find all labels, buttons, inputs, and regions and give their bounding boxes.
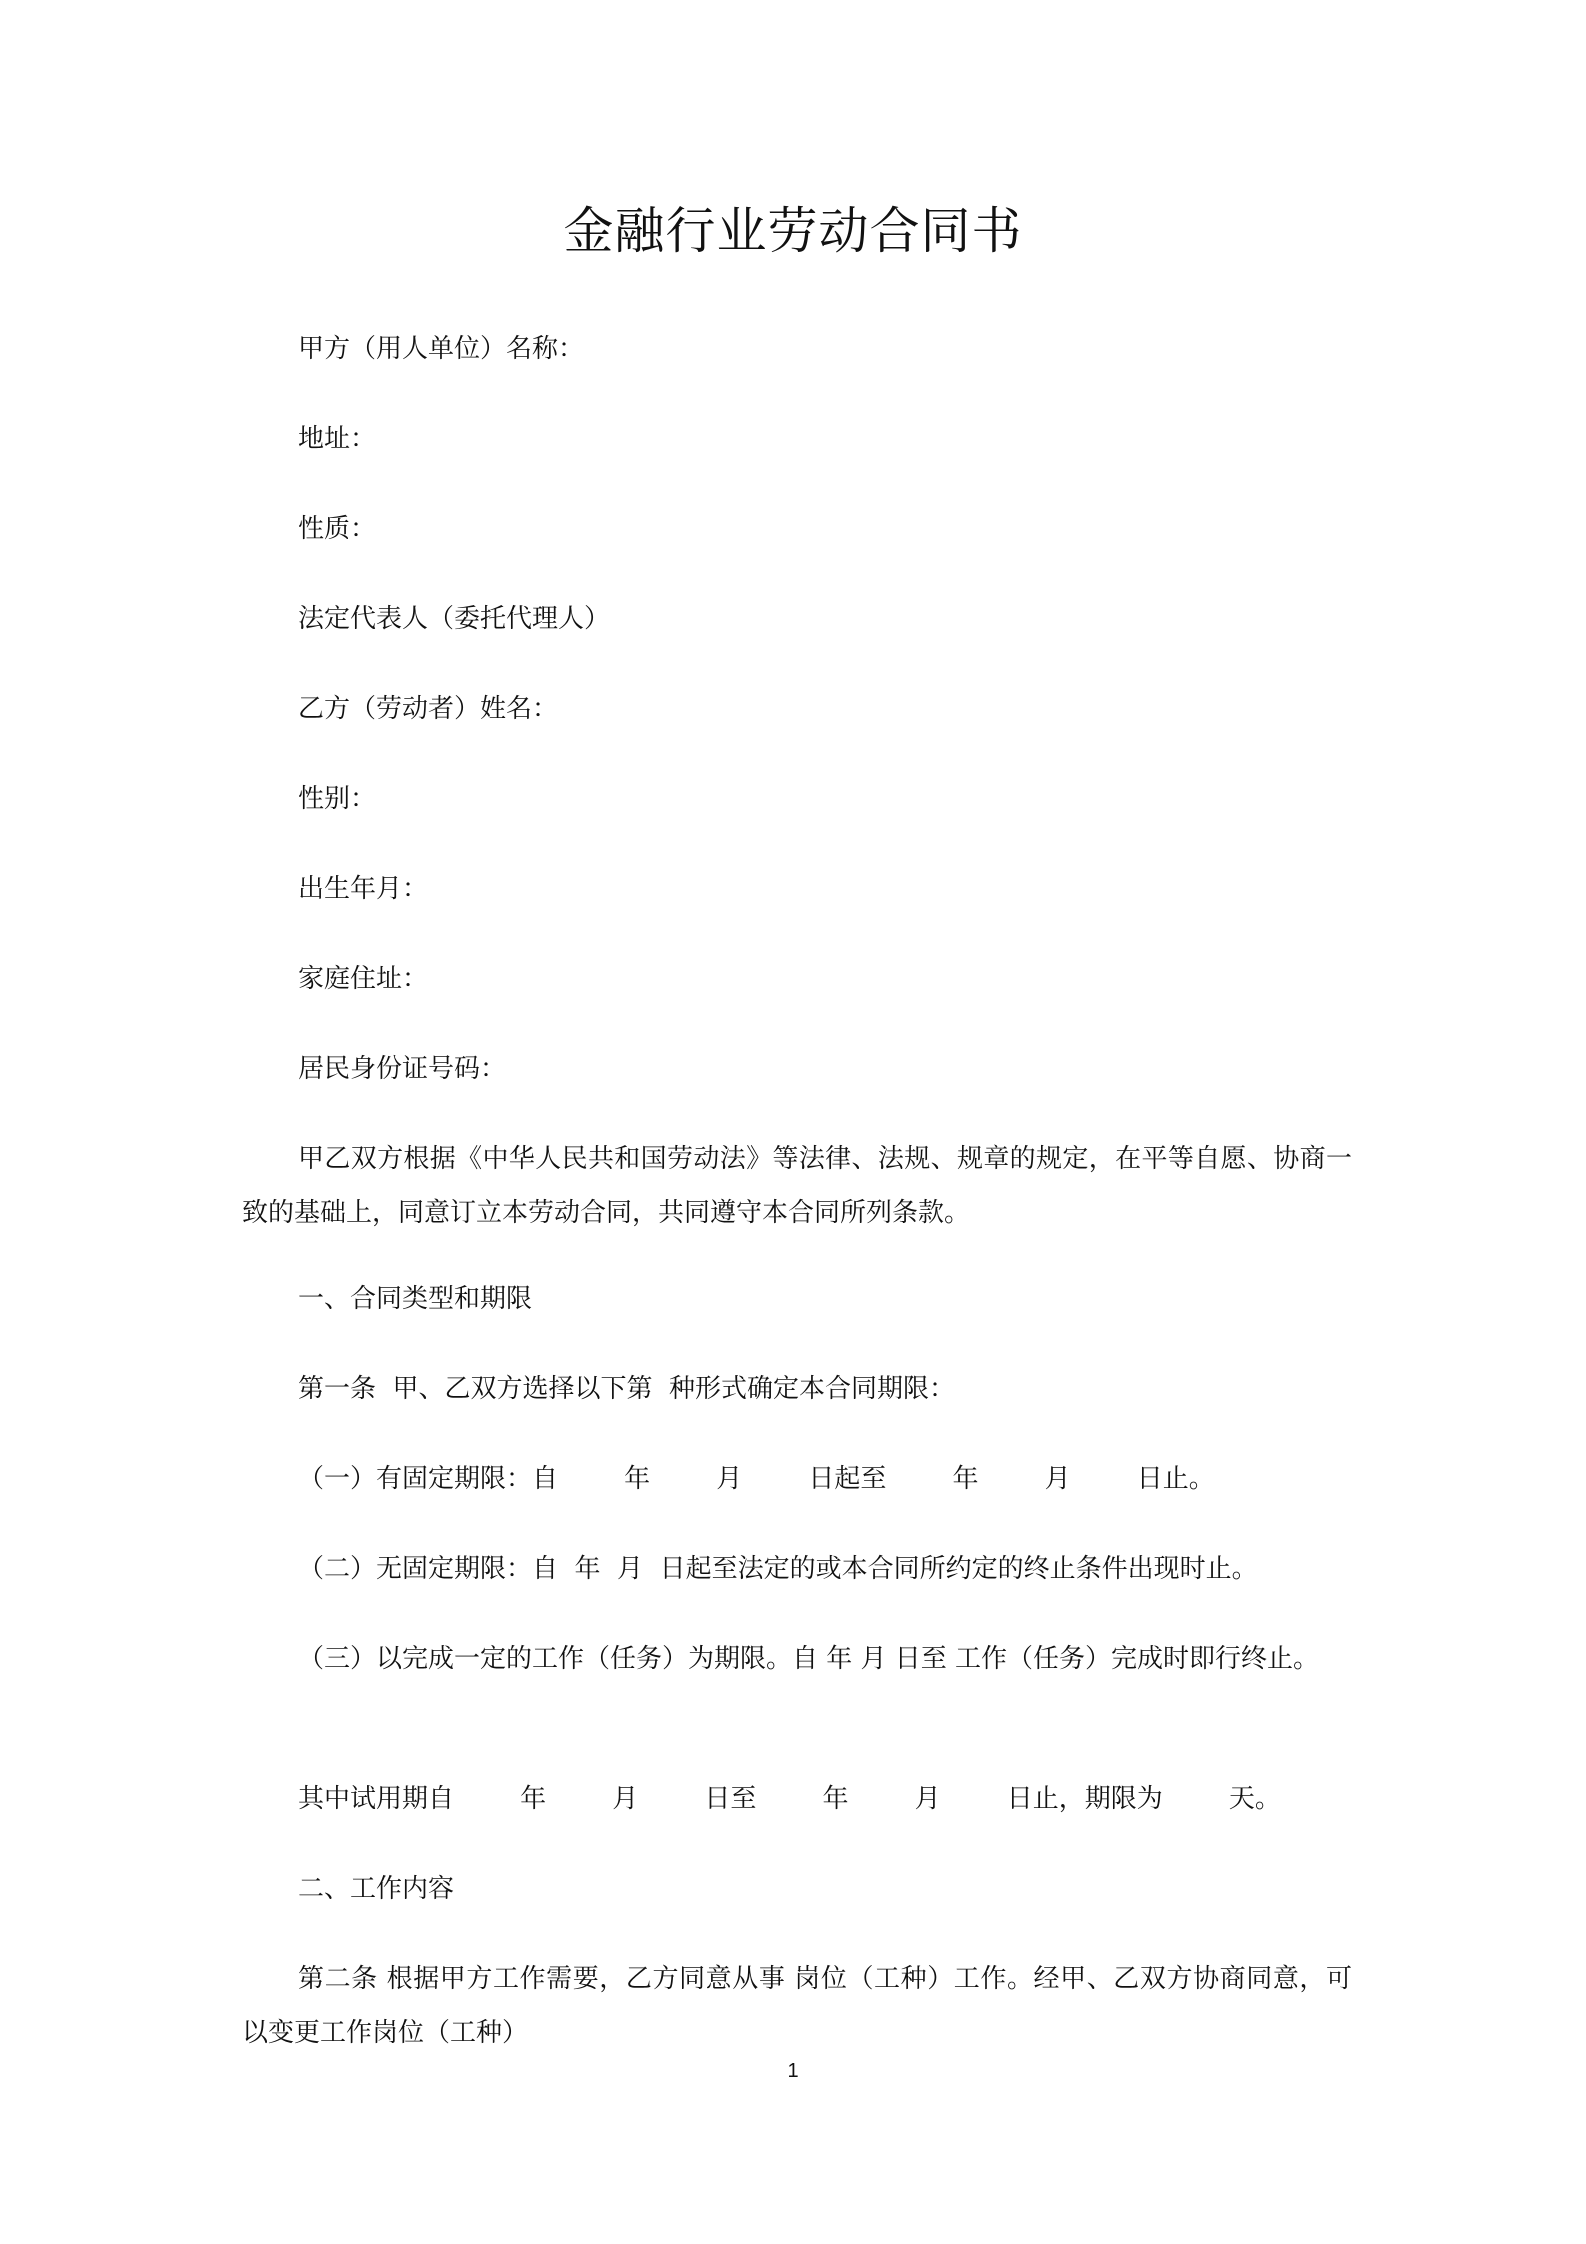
- option3-paragraph: （三）以完成一定的工作（任务）为期限。自 年 月 日至 工作（任务）完成时即行终止。: [298, 1644, 1320, 1674]
- party-b-gender-label: 性别：: [298, 784, 377, 814]
- party-b-name-label: 乙方（劳动者）姓名：: [298, 694, 559, 724]
- section2-heading: 二、工作内容: [298, 1874, 455, 1904]
- option1-paragraph: （一）有固定期限：自 年 月 日起至 年 月 日止。: [298, 1464, 1215, 1494]
- probation-paragraph: 其中试用期自 年 月 日至 年 月 日止，期限为 天。: [298, 1784, 1281, 1814]
- document-title: 金融行业劳动合同书: [563, 202, 1023, 260]
- party-a-address-label: 地址：: [298, 424, 377, 454]
- preamble-paragraph: 甲乙双方根据《中华人民共和国劳动法》等法律、法规、规章的规定，在平等自愿、协商一致的基础上，同意订立本劳动合同，共同遵守本合同所列条款。: [242, 1144, 1352, 1228]
- article1-paragraph: 第一条 甲、乙双方选择以下第 种形式确定本合同期限：: [298, 1374, 956, 1404]
- party-a-nature-label: 性质：: [298, 514, 377, 544]
- party-b-birth-label: 出生年月：: [298, 874, 429, 904]
- section1-heading: 一、合同类型和期限: [298, 1284, 533, 1314]
- party-a-name-label: 甲方（用人单位）名称：: [298, 334, 585, 364]
- option2-paragraph: （二）无固定期限：自 年 月 日起至法定的或本合同所约定的终止条件出现时止。: [298, 1554, 1258, 1584]
- party-b-id-number-label: 居民身份证号码：: [298, 1054, 507, 1084]
- article2-paragraph: 第二条 根据甲方工作需要，乙方同意从事 岗位（工种）工作。经甲、乙双方协商同意，可以变更工作岗位（工种）: [242, 1964, 1352, 2048]
- party-b-home-address-label: 家庭住址：: [298, 964, 429, 994]
- party-a-representative-label: 法定代表人（委托代理人）: [298, 604, 611, 634]
- page-number: 1: [787, 2060, 799, 2082]
